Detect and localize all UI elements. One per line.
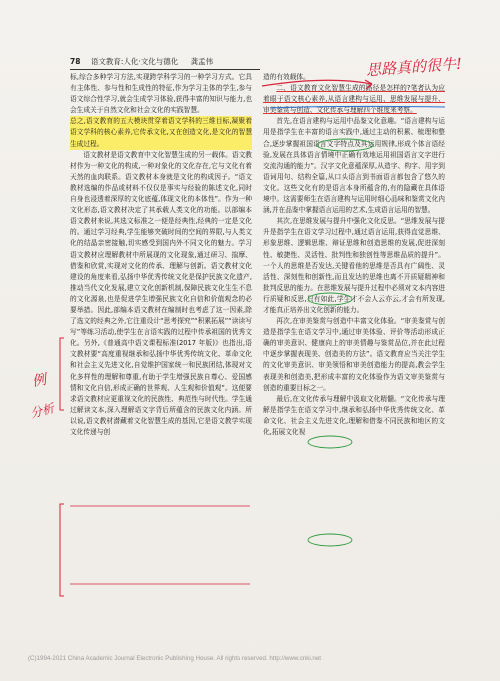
- author-name: 龚孟伟: [190, 57, 214, 66]
- handwritten-note-top-right: 思路真的很牛!: [365, 54, 463, 80]
- handwritten-note-left-2: 分析: [28, 401, 56, 421]
- left-column: [70, 72, 252, 438]
- paragraph-highlighted: 总之,语文教育的五大模块贯穿着语文学科的三维目标,凝聚着语文学科的核心素养,它传承文化,又在创造文化,是文化的智慧生成过程。: [70, 116, 252, 149]
- paragraph-section-heading: 二、语文教育文化智慧生成的路径是怎样的?笔者认为应着眼于语文核心素养,从语言建构与运用、思维发展与提升、审美鉴赏与创造、文化传承与理解四个维度来考察。: [263, 84, 445, 115]
- paragraph: 再次,在审美鉴赏与创造中丰富文化体验。“审美鉴赏与创造是指学生在语文学习中,通过审美体验、评价等活动形成正确的审美意识、健康向上的审美情趣与鉴赏品位,并在此过程中逐步掌握表现美、创造美的方法”。语文教育应当关注学生的文化审美意识、审美领悟和审美创造能力的提高,教会学生表现美和创造美,把形成丰富的文化体验作为语文审美鉴赏与创造的重要目标之一。: [263, 317, 445, 392]
- green-circle: [308, 534, 352, 546]
- paragraph: 造的有效载体。: [263, 73, 310, 81]
- header-rule: [70, 69, 260, 70]
- paragraph: 首先,在语言建构与运用中品鉴文化意趣。“语言建构与运用是指学生在丰富的语言实践中,通过主动的积累、梳理和整合,逐步掌握祖国语言文字特点及其运用规律,形成个体言语经验,发展在具体语言情境中正确有效地运用祖国语言文字进行交流沟通的能力”。汉字文化意蕴深厚,从造字、构字、用字到语词用句、结构全篇,从口头语言到书面语言都包含了悠久的文化。这些文化有的是语言本身所蕴含的,有的隐藏在具体语境中。这需要师生在语言建构与运用时细心品味和鉴赏文化内涵,并在品鉴中掌握语言运用的艺术,生成语言运用的智慧。: [263, 117, 445, 215]
- right-column: [263, 72, 445, 438]
- running-header: [70, 56, 250, 68]
- red-margin-bracket: [60, 504, 64, 596]
- page-number: 78: [70, 57, 81, 66]
- copyright-footer: (C)1994-2021 China Academic Journal Electronic Publishing House. All rights reserved. http://www.cnki.net: [28, 655, 322, 662]
- paragraph: 最后,在文化传承与理解中汲取文化精髓。“文化传承与理解是指学生在语文学习中,继承和弘扬中华优秀传统文化、革命文化、社会主义先进文化,理解和借鉴不同民族和地区的文化,拓展文化视: [263, 394, 445, 436]
- paragraph: 其次,在思维发展与提升中强化文化反思。“思维发展与提升是指学生在语文学习过程中,通过语言运用,获得直觉思维、形象思维、逻辑思维、辩证思维和创造思维的发展,促进深刻性、敏捷性、灵活性、批判性和独创性等思维品质的提升”。一个人的思维是否发达,关键看他的思维是否具有广阔性、灵活性、深刻性和创新性,而且发达的思维也离不开质疑精神和批判反思的能力。在思维发展与提升过程中必须对文本内容进行质疑和反思,只有如此,学生才不会人云亦云,才会有所发现,才能真正培养出文化创新的能力。: [263, 217, 445, 314]
- handwritten-note-left-1: 例: [30, 371, 48, 391]
- paragraph: 语文教材是语文教育中文化智慧生成的另一载体。语文教材作为一种文化的构成,一种对象化的文化存在,它与文化有着天然的血肉联系。语文教材本身就是文化的构成因子。“语文教材选编的作品或材料不仅仅是事实与经验的陈述文化,同时自身也浸透着深厚的文化底蕴,体现文化的本体性”。作为一种文化形态,语文教材决定了其承载人类文化的功能。以部编本语文教材来说,其选文标准之一便是经典性,经典的一定是文化的。通过学习经典,学生能够突破时间的空间的界限,与人类文化的结晶亲密接触,切实感受到国内外不同文化的魅力。学习语文教材应理解教材中所展现的文化现象,通过研习、揣摩、借鉴和欣赏,实现对文化的传承、理解与创新。语文教材文化建设的角度来看,弘扬中华优秀传统文化是保护民族文化遗产,推动当代文化发展,建立文化创新机制,保障民族文化生生不息的文化源泉,也是促进学生增强民族文化自信和价值观念的必要举措。因此,部编本语文教材在编制时也考虑了这一因素,除了选文的经典之外,它注重设计“思考探究”“积累拓展”“读读写写”等练习活动,使学生在言语实践的过程中传承祖国的优秀文化。另外,《普通高中语文课程标准(2017 年版)》也指出,语文教材要“高度重视继承和弘扬中华优秀传统文化、革命文化和社会主义先进文化,自觉维护国家统一和民族团结,体现对文化多样性的理解和尊重,有助于学生增强民族自尊心、爱国感情和文化自信,形成正确的世界观、人生观和价值观”。这便要求语文教材应更重视文化的民族性、典范性与时代性。学生通过解读文本,深入理解语文字背后所蕴含的民族文化内涵。所以说,语文教材潜藏着文化智慧生成的基因,它是语文教学实现文化传递与创: [70, 150, 252, 436]
- red-margin-bracket: [60, 338, 64, 410]
- journal-section-title: 语文教育:人化·文化与德化: [90, 57, 179, 66]
- paragraph: 标,综合多种学习方法,实现跨学科学习的一种学习方式。它具有主体性、参与性和生成性的特征,作为学习主体的学生,参与语文综合性学习,就会生成学习体验,获得丰富的知识与能力,也会生成关于自然文化和社会文化的实践智慧。: [70, 73, 252, 115]
